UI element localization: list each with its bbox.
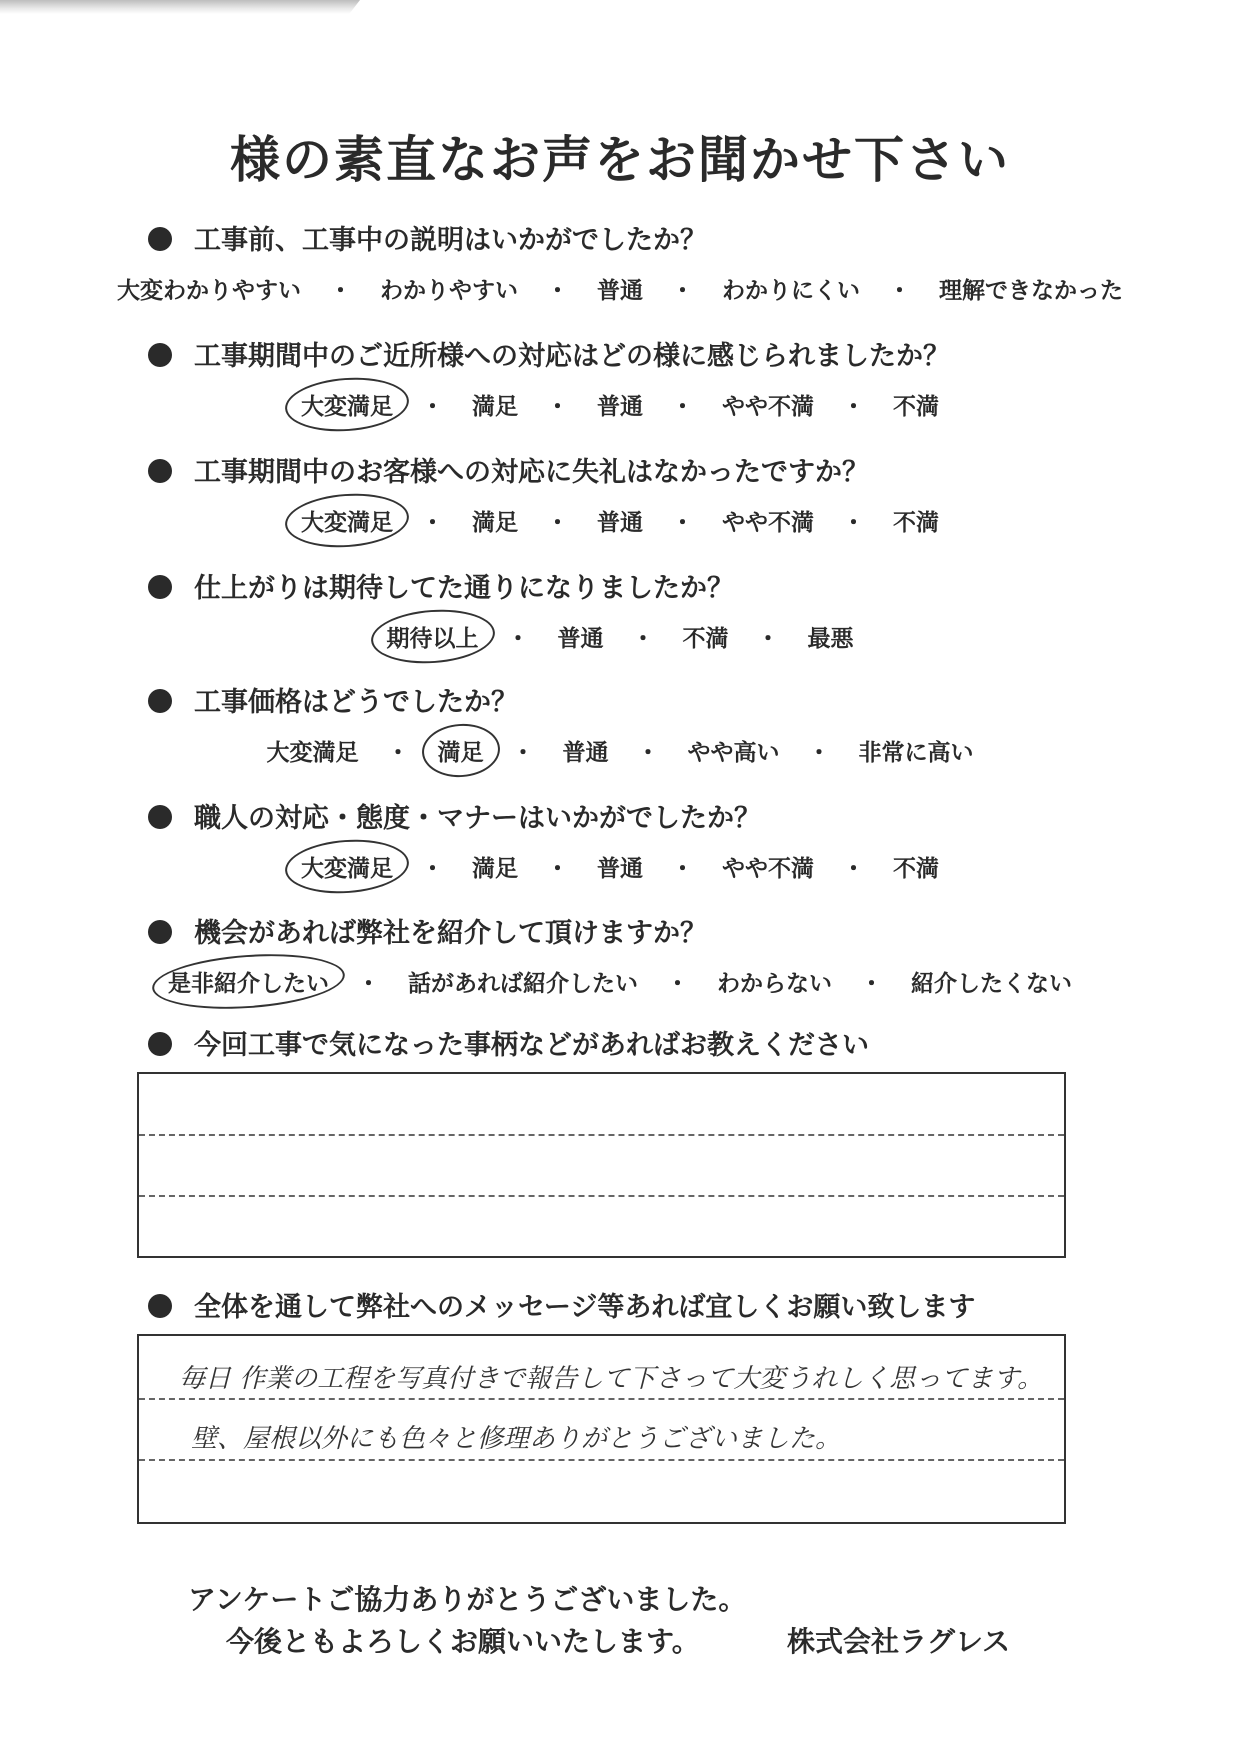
option[interactable]: 不満 — [893, 394, 939, 420]
option-separator: ・ — [666, 971, 689, 997]
option[interactable]: やや高い — [687, 740, 780, 766]
handwritten-line-1: 毎日 作業の工程を写真付きで報告して下さって大変うれしく思ってます。 — [179, 1364, 1044, 1394]
option-selected[interactable]: 是非紹介したい — [162, 963, 335, 1000]
option-separator: ・ — [546, 278, 569, 304]
option[interactable]: 普通 — [597, 510, 643, 536]
option-separator: ・ — [357, 971, 380, 997]
bullet-icon — [148, 689, 172, 713]
option-separator: ・ — [546, 510, 569, 536]
bullet-icon — [148, 343, 172, 367]
option-separator: ・ — [546, 856, 569, 882]
question-3: 工事期間中のお客様への対応に失礼はなかったですか？ — [148, 450, 869, 489]
option[interactable]: 普通 — [562, 740, 609, 766]
question-3-options — [0, 502, 1240, 539]
footer-thanks: アンケートご協力ありがとうございました。 — [188, 1583, 747, 1616]
question-7-options — [0, 963, 1240, 1000]
question-1-options — [0, 270, 1240, 307]
option[interactable]: 紹介したくない — [911, 971, 1072, 997]
dashed-rule — [139, 1134, 1064, 1136]
option-separator: ・ — [842, 510, 865, 536]
option-separator: ・ — [671, 510, 694, 536]
bullet-icon — [148, 459, 172, 483]
question-7: 機会があれば弊社を紹介して頂けますか？ — [148, 911, 707, 950]
option-separator: ・ — [386, 740, 410, 766]
option-separator: ・ — [506, 626, 530, 652]
option[interactable]: 普通 — [597, 394, 643, 420]
option[interactable]: 不満 — [682, 626, 729, 652]
option-separator: ・ — [511, 740, 535, 766]
question-6-options — [0, 848, 1240, 885]
option-separator: ・ — [329, 278, 352, 304]
option[interactable]: 理解できなかった — [939, 278, 1123, 304]
option-separator: ・ — [631, 626, 655, 652]
question-2: 工事期間中のご近所様への対応はどの様に感じられましたか？ — [148, 334, 950, 373]
option-separator: ・ — [421, 510, 444, 536]
company-name: 株式会社ラグレス — [787, 1625, 1011, 1658]
option-separator: ・ — [421, 856, 444, 882]
option-separator: ・ — [671, 856, 694, 882]
option[interactable]: 満足 — [472, 856, 518, 882]
option-separator: ・ — [807, 740, 831, 766]
free-question-1: 今回工事で気になった事柄などがあればお教えください — [148, 1023, 869, 1062]
option[interactable]: わからない — [717, 971, 832, 997]
bullet-icon — [148, 1294, 172, 1318]
option[interactable]: 話があれば紹介したい — [408, 971, 638, 997]
free-answer-box-2[interactable] — [137, 1334, 1066, 1524]
option-selected[interactable]: 大変満足 — [295, 848, 399, 885]
option[interactable]: 普通 — [597, 856, 643, 882]
option[interactable]: やや不満 — [722, 394, 814, 420]
option-selected[interactable]: 大変満足 — [295, 386, 399, 423]
dashed-rule — [139, 1398, 1064, 1400]
option-separator: ・ — [860, 971, 883, 997]
option-separator: ・ — [888, 278, 911, 304]
free-answer-box-1[interactable] — [137, 1072, 1066, 1258]
option[interactable]: 満足 — [472, 510, 518, 536]
footer-regards: 今後ともよろしくお願いいたします。 — [226, 1625, 700, 1658]
page-title: 様の素直なお声をお聞かせ下さい — [230, 131, 1010, 189]
option[interactable]: 満足 — [472, 394, 518, 420]
option[interactable]: 不満 — [893, 856, 939, 882]
dashed-rule — [139, 1195, 1064, 1197]
option[interactable]: 大変わかりやすい — [117, 278, 301, 304]
option[interactable]: 最悪 — [807, 626, 854, 652]
question-4-options — [0, 618, 1240, 655]
question-4: 仕上がりは期待してた通りになりましたか？ — [148, 566, 734, 605]
bullet-icon — [148, 575, 172, 599]
option[interactable]: やや不満 — [722, 510, 814, 536]
option-separator: ・ — [842, 856, 865, 882]
option[interactable]: 不満 — [893, 510, 939, 536]
bullet-icon — [148, 227, 172, 251]
scan-edge-shadow — [0, 0, 360, 14]
bullet-icon — [148, 805, 172, 829]
option-separator: ・ — [671, 394, 694, 420]
option[interactable]: 普通 — [597, 278, 643, 304]
option-separator: ・ — [756, 626, 780, 652]
question-6: 職人の対応・態度・マナーはいかがでしたか？ — [148, 796, 761, 835]
question-5: 工事価格はどうでしたか？ — [148, 680, 518, 719]
option[interactable]: わかりにくい — [722, 278, 860, 304]
option[interactable]: 非常に高い — [858, 740, 974, 766]
option[interactable]: わかりやすい — [380, 278, 518, 304]
question-1: 工事前、工事中の説明はいかがでしたか？ — [148, 218, 707, 257]
option-separator: ・ — [671, 278, 694, 304]
option-selected[interactable]: 大変満足 — [295, 502, 399, 539]
option[interactable]: 大変満足 — [266, 740, 359, 766]
option-separator: ・ — [421, 394, 444, 420]
option[interactable]: 普通 — [557, 626, 604, 652]
option-selected[interactable]: 期待以上 — [381, 618, 485, 655]
free-question-2: 全体を通して弊社へのメッセージ等あれば宜しくお願い致します — [148, 1285, 975, 1324]
handwritten-line-2: 壁、屋根以外にも色々と修理ありがとうございました。 — [191, 1424, 842, 1454]
option-selected[interactable]: 満足 — [432, 732, 490, 769]
bullet-icon — [148, 920, 172, 944]
option-separator: ・ — [842, 394, 865, 420]
dashed-rule — [139, 1459, 1064, 1461]
bullet-icon — [148, 1032, 172, 1056]
question-2-options — [0, 386, 1240, 423]
option-separator: ・ — [636, 740, 660, 766]
option-separator: ・ — [546, 394, 569, 420]
option[interactable]: やや不満 — [722, 856, 814, 882]
question-5-options — [0, 732, 1240, 769]
